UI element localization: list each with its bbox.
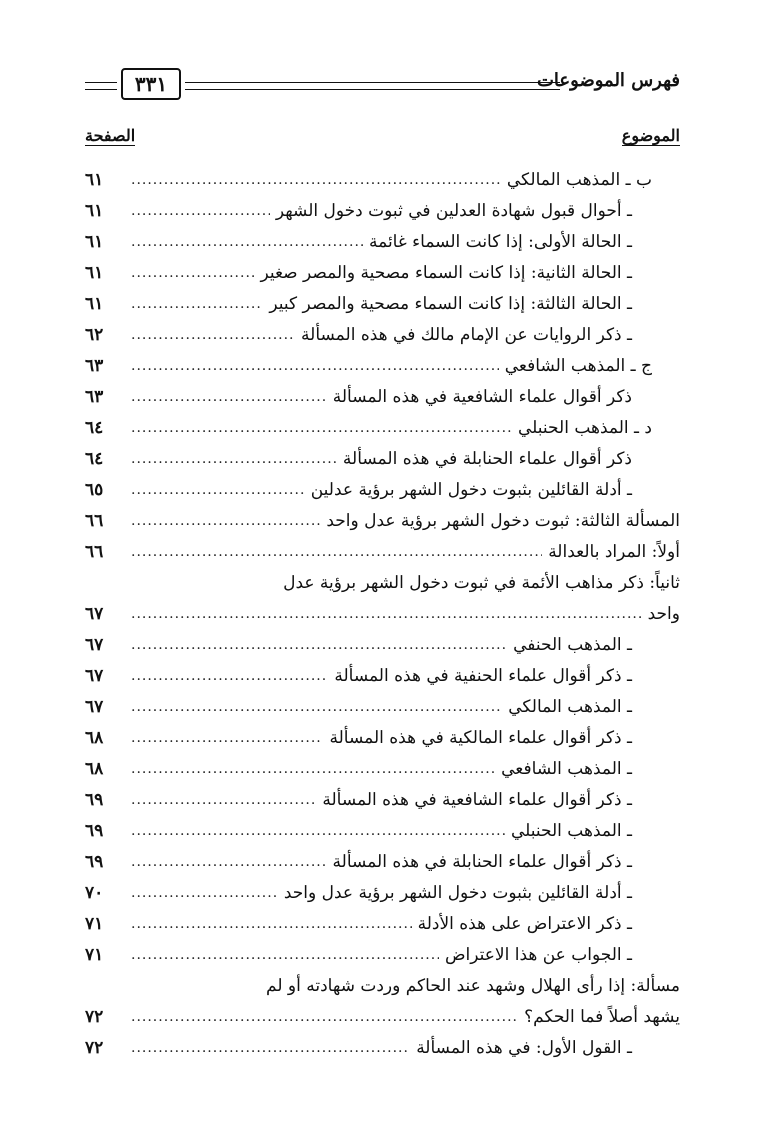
toc-entry [85,1033,680,1064]
toc-entry-wrapped-line: مسألة: إذا رأى الهلال وشهد عند الحاكم وردت شهادته أو لم [266,976,680,996]
toc-entry-text: ـ ذكر أقوال علماء المالكية في هذه المسألة [329,728,632,748]
toc-entry-page: ٦٧ [85,666,104,686]
toc-entry [85,382,680,413]
toc-entry-page: ٦٨ [85,728,104,748]
toc-entry [85,351,680,382]
toc-entry-page: ٦٣ [85,356,104,376]
leader-dots [131,816,505,847]
toc-entry-page: ٦١ [85,263,104,283]
toc-entry-page: ٦٢ [85,325,104,345]
toc-entry [85,506,680,537]
toc-entry-text: ـ ذكر أقوال علماء الشافعية في هذه المسألة [322,790,632,810]
toc-entries [85,165,680,1064]
leader-dots [131,165,501,196]
toc-entry [85,692,680,723]
toc-entry-page: ٧١ [85,914,104,934]
leader-dots [131,1002,518,1033]
leader-dots [131,227,363,258]
toc-entry-text: ـ ذكر الاعتراض على هذه الأدلة [417,914,632,934]
leader-dots [131,692,502,723]
toc-entry-text: ـ المذهب الشافعي [501,759,632,779]
toc-entry-text: يشهد أصلاً فما الحكم؟ [524,1007,680,1027]
toc-entry-text: ذكر أقوال علماء الشافعية في هذه المسألة [332,387,632,407]
leader-dots [131,847,327,878]
toc-entry-page: ٦٦ [85,511,104,531]
page-title: فهرس الموضوعات [536,70,680,91]
toc-entry-page: ٦٥ [85,480,104,500]
toc-entry [85,475,680,506]
toc-entry-text: ـ الحالة الثانية: إذا كانت السماء مصحية والمصر صغير [260,263,632,283]
toc-entry-text: ـ ذكر الروايات عن الإمام مالك في هذه المسألة [301,325,632,345]
leader-dots [131,661,328,692]
toc-entry-text: ذكر أقوال علماء الحنابلة في هذه المسألة [342,449,632,469]
toc-entry-text: واحد [647,604,680,624]
toc-entry [85,537,680,568]
toc-entry-page: ٦٧ [85,697,104,717]
toc-entry-text: ب ـ المذهب المالكي [506,170,652,190]
leader-dots [131,413,512,444]
toc-entry [85,289,680,320]
leader-dots [131,940,439,971]
toc-entry-text: ـ ذكر أقوال علماء الحنابلة في هذه المسألة [332,852,632,872]
toc-entry-text: ـ الحالة الثالثة: إذا كانت السماء مصحية والمصر كبير [269,294,632,314]
toc-entry [85,878,680,909]
toc-entry [85,165,680,196]
toc-entry-text: د ـ المذهب الحنبلي [517,418,652,438]
leader-dots [131,599,642,630]
leader-dots [131,289,263,320]
toc-entry [85,413,680,444]
toc-entry [85,444,680,475]
toc-entry-page: ٦١ [85,294,104,314]
toc-entry-text: ـ الجواب عن هذا الاعتراض [444,945,632,965]
page-header [85,68,680,104]
toc-entry-text: ـ المذهب الحنبلي [510,821,632,841]
leader-dots [131,909,412,940]
toc-entry-page: ٦٩ [85,821,104,841]
leader-dots [131,475,305,506]
toc-entry-text: المسألة الثالثة: ثبوت دخول الشهر برؤية عدل واحد [326,511,680,531]
page-number-box: ٣٣١ [121,68,181,100]
toc-entry [85,723,680,754]
leader-dots [131,382,327,413]
toc-entry [85,1002,680,1033]
header-rule-right [185,82,560,90]
header-rule-left [85,82,117,90]
toc-entry [85,661,680,692]
toc-entry-page: ٧٠ [85,883,104,903]
toc-entry-page: ٧٢ [85,1038,104,1058]
toc-entry-page: ٦٦ [85,542,104,562]
toc-entry-text: ـ المذهب الحنفي [513,635,632,655]
topic-column-header: الموضوع [621,126,680,145]
leader-dots [131,506,320,537]
toc-entry-page: ٦٨ [85,759,104,779]
toc-entry-text: ـ الحالة الأولى: إذا كانت السماء غائمة [369,232,632,252]
toc-entry [85,227,680,258]
leader-dots [131,630,507,661]
leader-dots [131,1033,410,1064]
leader-dots [131,320,295,351]
toc-entry-text: ـ أدلة القائلين بثبوت دخول الشهر برؤية عدل واحد [283,883,632,903]
leader-dots [131,196,270,227]
toc-entry [85,630,680,661]
leader-dots [131,878,278,909]
toc-entry-page: ٦٧ [85,604,104,624]
toc-entry [85,196,680,227]
toc-entry-page: ٦١ [85,201,104,221]
toc-entry-text: ـ أدلة القائلين بثبوت دخول الشهر برؤية عدلين [310,480,632,500]
toc-entry-text: أولاً: المراد بالعدالة [548,542,680,562]
toc-entry [85,847,680,878]
toc-entry-page: ٧٢ [85,1007,104,1027]
leader-dots [131,258,254,289]
toc-entry-page: ٦٧ [85,635,104,655]
toc-entry-page: ٦١ [85,232,104,252]
toc-entry-text: ـ أحوال قبول شهادة العدلين في ثبوت دخول الشهر [275,201,632,221]
toc-entry-page: ٧١ [85,945,104,965]
toc-entry-text: ـ القول الأول: في هذه المسألة [416,1038,632,1058]
toc-entry-page: ٦١ [85,170,104,190]
leader-dots [131,351,499,382]
leader-dots [131,723,323,754]
toc-entry [85,320,680,351]
toc-entry [85,816,680,847]
leader-dots [131,537,542,568]
toc-entry-page: ٦٩ [85,852,104,872]
leader-dots [131,754,495,785]
toc-entry [85,909,680,940]
toc-entry [85,258,680,289]
toc-entry [85,599,680,630]
leader-dots [131,785,316,816]
toc-entry-page: ٦٤ [85,449,104,469]
toc-entry-page: ٦٩ [85,790,104,810]
toc-entry [85,785,680,816]
toc-entry-page: ٦٣ [85,387,104,407]
toc-entry-wrapped-line: ثانياً: ذكر مذاهب الأئمة في ثبوت دخول الشهر برؤية عدل [283,573,680,593]
toc-entry [85,940,680,971]
toc-entry [85,754,680,785]
leader-dots [131,444,337,475]
toc-entry-text: ج ـ المذهب الشافعي [504,356,652,376]
column-headers [85,126,680,152]
page-column-header: الصفحة [85,126,136,145]
toc-entry-text: ـ ذكر أقوال علماء الحنفية في هذه المسألة [334,666,632,686]
toc-entry-page: ٦٤ [85,418,104,438]
toc-entry-text: ـ المذهب المالكي [508,697,632,717]
